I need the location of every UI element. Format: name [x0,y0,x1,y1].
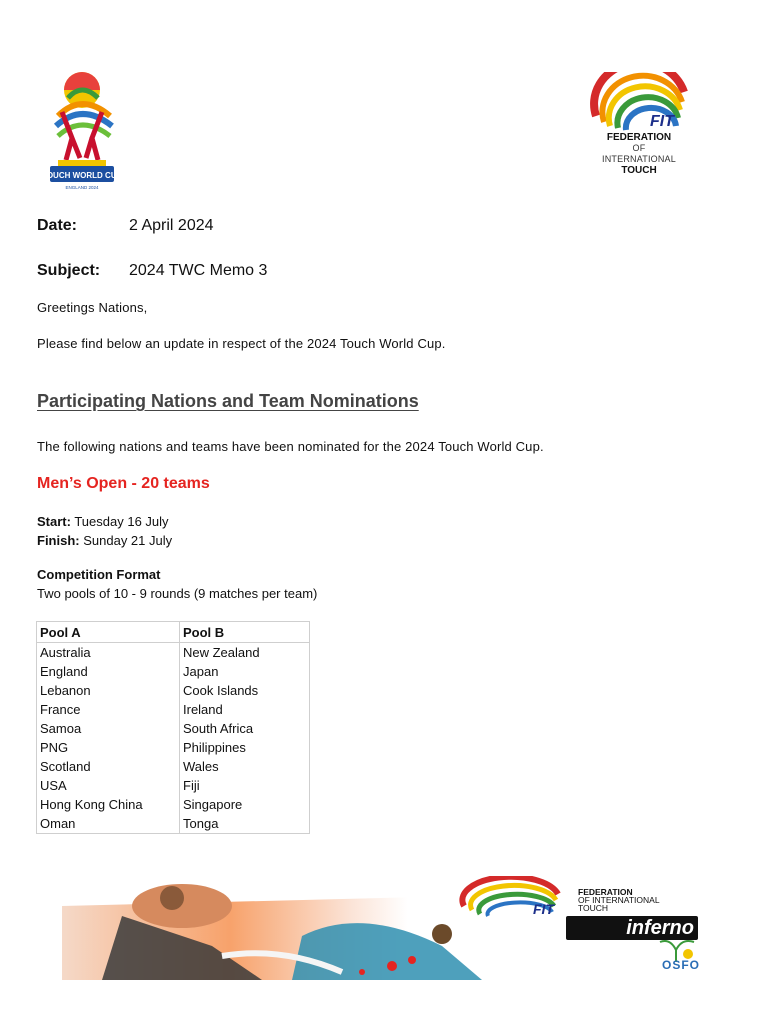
touch-world-cup-logo [44,68,120,192]
pool-b-cell: Japan [180,662,310,681]
date-value: 2 April 2024 [129,217,214,234]
twc-logo-text: TOUCH WORLD CUP [44,171,120,180]
pool-b-cell: Cook Islands [180,681,310,700]
finish-value: Sunday 21 July [83,533,173,548]
pool-b-header: Pool B [180,622,310,643]
pool-a-cell: England [37,662,180,681]
table-row [37,738,310,757]
format-label: Competition Format [37,567,161,582]
table-row [37,776,310,795]
pool-a-cell: Hong Kong China [37,795,180,814]
pool-b-cell: Singapore [180,795,310,814]
table-row [37,681,310,700]
osfo-logo: OSFO [662,958,701,972]
inferno-logo: inferno [566,916,698,940]
pool-a-header: Pool A [37,622,180,643]
table-row [37,814,310,834]
fit-line-3: TOUCH [621,165,657,176]
footer-fit-mark: FIT [533,901,554,917]
fit-line-2: OF INTERNATIONAL [602,143,676,164]
pool-a-cell: PNG [37,738,180,757]
pool-a-cell: Samoa [37,719,180,738]
fit-line-1: FEDERATION [606,132,672,143]
pool-a-cell: Lebanon [37,681,180,700]
pools-table [36,621,310,834]
start-value: Tuesday 16 July [74,514,169,529]
table-row [37,757,310,776]
format-value: Two pools of 10 - 9 rounds (9 matches per team) [37,586,318,601]
subject-label: Subject: [37,262,101,279]
greeting: Greetings Nations, [37,300,148,315]
pool-a-cell: Oman [37,814,180,834]
subject-value: 2024 TWC Memo 3 [129,262,268,279]
finish-line [37,533,172,548]
pool-b-cell: Ireland [180,700,310,719]
pool-b-cell: Tonga [180,814,310,834]
footer-fit-text [578,888,660,912]
pool-b-cell: Philippines [180,738,310,757]
table-row [37,662,310,681]
fit-logo-text [600,132,678,176]
division-title: Men’s Open - 20 teams [37,475,210,492]
start-label: Start: [37,514,71,529]
start-line [37,514,169,529]
footer-fit-line-3: TOUCH [578,903,609,913]
pool-b-cell: Wales [180,757,310,776]
pool-a-cell: Australia [37,643,180,662]
pool-a-cell: France [37,700,180,719]
finish-label: Finish: [37,533,80,548]
section-intro: The following nations and teams have been nominated for the 2024 Touch World Cup. [37,439,544,454]
pool-b-cell: New Zealand [180,643,310,662]
date-label: Date: [37,217,78,234]
footer-fit-line-1: FEDERATION [578,887,633,897]
pool-b-cell: South Africa [180,719,310,738]
table-row [37,719,310,738]
twc-logo-subtext: ENGLAND 2024 [65,185,99,190]
fit-logo-mark: FIT [650,113,674,130]
pool-b-cell: Fiji [180,776,310,795]
table-row [37,795,310,814]
table-row [37,700,310,719]
footer-fit-line-2: OF INTERNATIONAL [578,895,660,905]
pools-header-row [37,622,310,643]
table-row [37,643,310,662]
intro-paragraph: Please find below an update in respect of the 2024 Touch World Cup. [37,336,446,351]
pool-a-cell: Scotland [37,757,180,776]
pool-a-cell: USA [37,776,180,795]
section-title: Participating Nations and Team Nominations [37,391,419,411]
